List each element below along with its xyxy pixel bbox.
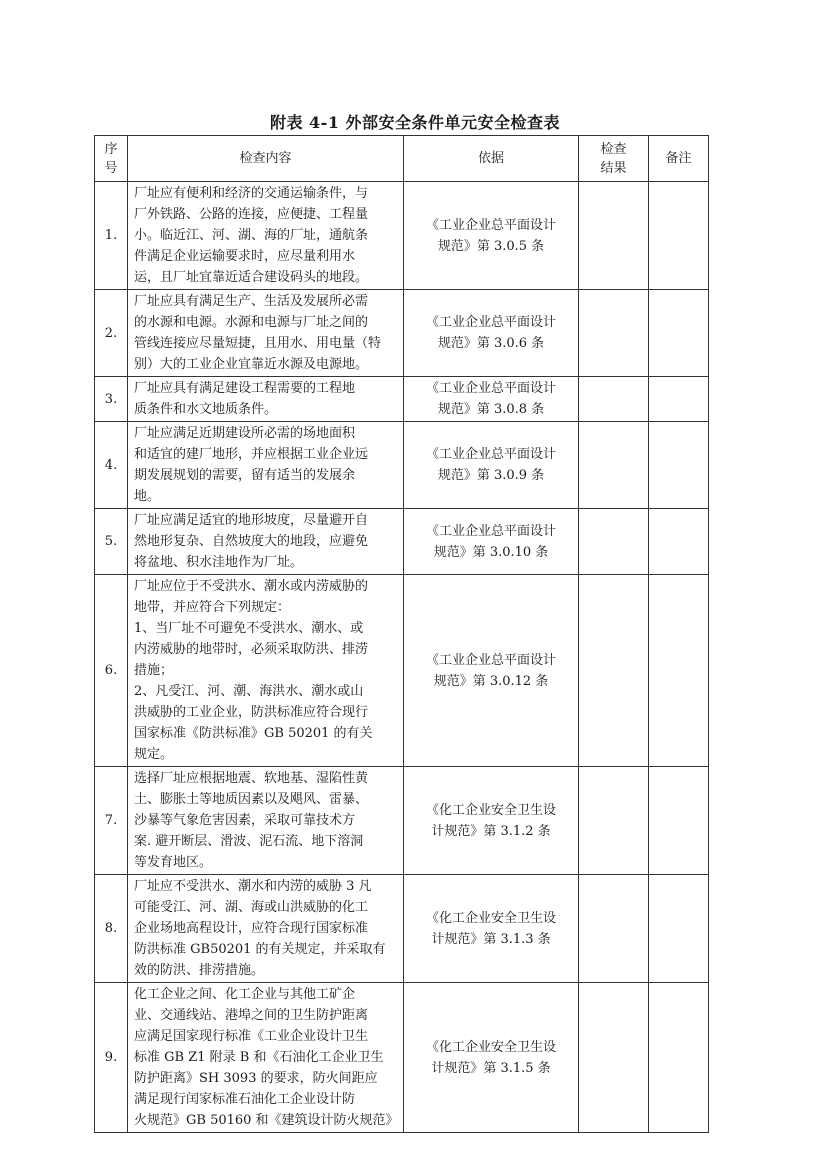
- check-content-line: 等发育地区。: [134, 855, 213, 870]
- row-result-cell[interactable]: [579, 182, 649, 290]
- check-content-line: 2、凡受江、河、潮、海洪水、潮水或山: [134, 684, 364, 699]
- row-basis: [404, 182, 579, 290]
- check-content-line: 期发展规划的需要，留有适当的发展余: [134, 468, 356, 483]
- check-content-line: 厂址应有便利和经济的交通运输条件，与: [134, 186, 369, 201]
- table-header-row: [95, 136, 709, 182]
- check-content-line: 厂址应位于不受洪水、潮水或内涝威胁的: [134, 579, 369, 594]
- row-basis: [404, 290, 579, 377]
- row-seq: 9.: [95, 983, 128, 1133]
- check-content-line: 将盆地、积水洼地作为厂址。: [134, 555, 304, 570]
- row-basis: [404, 377, 579, 422]
- row-basis: [404, 767, 579, 875]
- check-content-line: 防护距离》SH 3093 的要求，防火间距应: [134, 1071, 378, 1086]
- table-row: [95, 875, 709, 983]
- check-content-line: 可能受江、河、湖、海或山洪威胁的化工: [134, 900, 369, 915]
- table-row: [95, 983, 709, 1133]
- row-remark-cell[interactable]: [649, 509, 709, 575]
- check-content-line: 沙暴等气象危害因素，采取可靠技术方: [134, 813, 356, 828]
- basis-line: 规范》第 3.0.10 条: [433, 544, 549, 560]
- row-basis: [404, 575, 579, 767]
- row-remark-cell[interactable]: [649, 875, 709, 983]
- check-content-line: 效的防洪、排涝措施。: [134, 963, 265, 978]
- check-content-line: 地带，并应符合下列规定：: [134, 600, 291, 615]
- check-content-line: 洪威胁的工业企业，防洪标准应符合现行: [134, 705, 369, 720]
- row-check-content: [128, 422, 404, 509]
- row-remark-cell[interactable]: [649, 983, 709, 1133]
- check-content-line: 满足现行闰家标准石油化工企业设计防: [134, 1092, 356, 1107]
- check-content-line: 厂址应满足适宜的地形坡度，尽量避开自: [134, 513, 369, 528]
- row-seq: 1.: [95, 182, 128, 290]
- check-content-line: 防洪标准 GB50201 的有关规定，并采取有: [134, 942, 386, 957]
- header-content: 检查内容: [128, 136, 404, 182]
- check-content-line: 业、交通线站、港埠之间的卫生防护距离: [134, 1008, 369, 1023]
- check-content-line: 运，且厂址宜靠近适合建设码头的地段。: [134, 270, 369, 285]
- header-seq-line: 号: [104, 160, 118, 176]
- check-content-line: 标准 GB Z1 附录 B 和《石油化工企业卫生: [134, 1050, 384, 1065]
- check-content-line: 厂外铁路、公路的连接，应便捷、工程量: [134, 207, 369, 222]
- check-content-line: 应满足国家现行标准《工业企业设计卫生: [134, 1029, 369, 1044]
- check-content-line: 件满足企业运输要求时，应尽量利用水: [134, 249, 356, 264]
- row-basis: [404, 422, 579, 509]
- check-content-line: 别）大的工业企业宜靠近水源及电源地。: [134, 357, 369, 372]
- table-row: [95, 377, 709, 422]
- row-check-content: [128, 182, 404, 290]
- check-content-line: 措施；: [134, 663, 174, 678]
- row-remark-cell[interactable]: [649, 575, 709, 767]
- row-result-cell[interactable]: [579, 575, 649, 767]
- row-check-content: [128, 983, 404, 1133]
- row-result-cell[interactable]: [579, 290, 649, 377]
- check-content-line: 然地形复杂、自然坡度大的地段，应避免: [134, 534, 369, 549]
- row-seq: 6.: [95, 575, 128, 767]
- basis-line: 计规范》第 3.1.5 条: [431, 1060, 551, 1076]
- row-result-cell[interactable]: [579, 377, 649, 422]
- header-result-line: 检查: [600, 141, 627, 157]
- row-check-content: [128, 509, 404, 575]
- table-row: [95, 182, 709, 290]
- check-content-line: 化工企业之间、化工企业与其他工矿企: [134, 987, 356, 1002]
- check-content-line: 小。临近江、河、湖、海的厂址，通航条: [134, 228, 369, 243]
- row-check-content: [128, 290, 404, 377]
- row-remark-cell[interactable]: [649, 182, 709, 290]
- check-content-line: 国家标准《防洪标准》GB 50201 的有关: [134, 726, 373, 741]
- check-content-line: 企业场地高程设计，应符合现行国家标准: [134, 921, 369, 936]
- header-seq: [95, 136, 128, 182]
- row-result-cell[interactable]: [579, 983, 649, 1133]
- table-row: [95, 290, 709, 377]
- row-basis: [404, 983, 579, 1133]
- basis-line: 《工业企业总平面设计: [425, 315, 556, 330]
- basis-line: 计规范》第 3.1.2 条: [431, 823, 551, 839]
- basis-line: 规范》第 3.0.9 条: [437, 468, 545, 483]
- check-content-line: 厂址应具有满足建设工程需要的工程地: [134, 381, 356, 396]
- row-remark-cell[interactable]: [649, 377, 709, 422]
- header-basis: 依据: [404, 136, 579, 182]
- row-remark-cell[interactable]: [649, 422, 709, 509]
- row-basis: [404, 875, 579, 983]
- row-seq: 3.: [95, 377, 128, 422]
- row-check-content: [128, 377, 404, 422]
- row-result-cell[interactable]: [579, 422, 649, 509]
- basis-line: 规范》第 3.0.12 条: [433, 673, 549, 689]
- check-content-line: 选择厂址应根据地震、软地基、湿陷性黄: [134, 771, 369, 786]
- check-content-line: 厂址应不受洪水、潮水和内涝的威胁 3 凡: [134, 879, 372, 894]
- header-remark: 备注: [649, 136, 709, 182]
- basis-line: 《工业企业总平面设计: [425, 217, 556, 233]
- check-content-line: 厂址应具有满足生产、生活及发展所必需: [134, 294, 369, 309]
- check-content-line: 管线连接应尽量短捷，且用水、用电量（特: [134, 336, 382, 351]
- basis-line: 《工业企业总平面设计: [425, 381, 556, 396]
- basis-line: 《工业企业总平面设计: [425, 652, 556, 668]
- header-result-line: 结果: [600, 160, 627, 176]
- check-content-line: 地。: [134, 489, 161, 504]
- row-seq: 2.: [95, 290, 128, 377]
- table-row: [95, 767, 709, 875]
- row-seq: 5.: [95, 509, 128, 575]
- basis-line: 规范》第 3.0.5 条: [437, 238, 545, 254]
- check-content-line: 质条件和水文地质条件。: [134, 402, 278, 417]
- row-remark-cell[interactable]: [649, 290, 709, 377]
- check-content-line: 内涝威胁的地带时，必须采取防洪、排涝: [134, 642, 369, 657]
- row-basis: [404, 509, 579, 575]
- basis-line: 规范》第 3.0.6 条: [437, 336, 545, 351]
- row-remark-cell[interactable]: [649, 767, 709, 875]
- document-title: 附表 4-1 外部安全条件单元安全检查表: [269, 113, 561, 132]
- header-result: [579, 136, 649, 182]
- basis-line: 《工业企业总平面设计: [425, 447, 556, 462]
- table-row: [95, 422, 709, 509]
- check-content-line: 火规范》GB 50160 和《建筑设计防火规范》: [134, 1113, 399, 1128]
- table-row: [95, 575, 709, 767]
- row-result-cell[interactable]: [579, 767, 649, 875]
- safety-checklist-table: [94, 135, 709, 1133]
- check-content-line: 土、膨胀土等地质因素以及飓风、雷暴、: [134, 792, 369, 807]
- row-seq: 7.: [95, 767, 128, 875]
- basis-line: 《化工企业安全卫生设: [425, 910, 556, 926]
- check-content-line: 厂址应满足近期建设所必需的场地面积: [134, 426, 356, 441]
- basis-line: 《工业企业总平面设计: [425, 523, 556, 539]
- row-check-content: [128, 767, 404, 875]
- row-result-cell[interactable]: [579, 875, 649, 983]
- row-check-content: [128, 575, 404, 767]
- basis-line: 规范》第 3.0.8 条: [437, 402, 545, 417]
- basis-line: 《化工企业安全卫生设: [425, 802, 556, 818]
- basis-line: 计规范》第 3.1.3 条: [431, 931, 551, 947]
- header-seq-line: 序: [104, 141, 118, 157]
- check-content-line: 的水源和电源。水源和电源与厂址之间的: [134, 315, 369, 330]
- table-row: [95, 509, 709, 575]
- basis-line: 《化工企业安全卫生设: [425, 1039, 556, 1055]
- check-content-line: 规定。: [134, 747, 174, 762]
- check-content-line: 案. 避开断层、滑波、泥石流、地下溶洞: [134, 834, 364, 849]
- check-content-line: 和适宜的建厂地形，并应根据工业企业远: [134, 447, 369, 462]
- row-seq: 8.: [95, 875, 128, 983]
- check-content-line: 1、当厂址不可避免不受洪水、潮水、或: [134, 621, 364, 636]
- row-result-cell[interactable]: [579, 509, 649, 575]
- row-seq: 4.: [95, 422, 128, 509]
- row-check-content: [128, 875, 404, 983]
